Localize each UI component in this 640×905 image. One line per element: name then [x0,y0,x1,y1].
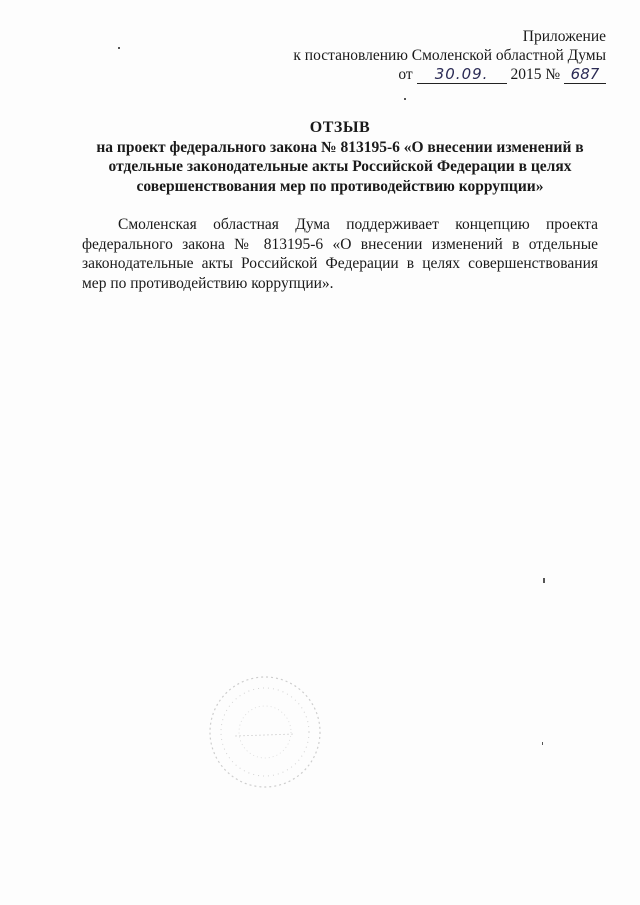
faded-seal-stamp [205,672,325,792]
handwritten-number: 687 [564,66,606,84]
scan-speck [542,742,543,745]
from-label: от [398,66,413,83]
document-subtitle: на проект федерального закона № 813195-6 «О внесении изменений в отдельные законодательные акты Российской Федерации в целях совершенствования мер по противодействию коррупции» [96,138,584,195]
handwritten-date: 30.09. [417,66,507,84]
document-title: ОТЗЫВ [309,119,371,136]
scan-speck [404,98,406,100]
year-label: 2015 № [510,66,561,83]
scan-speck [118,47,120,49]
appendix-title: Приложение [522,28,606,45]
appendix-date-line [293,65,606,84]
appendix-resolution-ref: к постановлению Смоленской областной Думы [293,47,606,64]
scan-speck [543,578,545,583]
appendix-header [293,27,606,84]
document-title-block [70,118,610,196]
body-paragraph: Смоленская областная Дума поддерживает концепцию проекта федерального закона № 813195-6 «О внесении изменений в отдельные законодательные акты Российской Федерации в целях совершенствования мер по противодействию коррупции». [82,216,598,292]
